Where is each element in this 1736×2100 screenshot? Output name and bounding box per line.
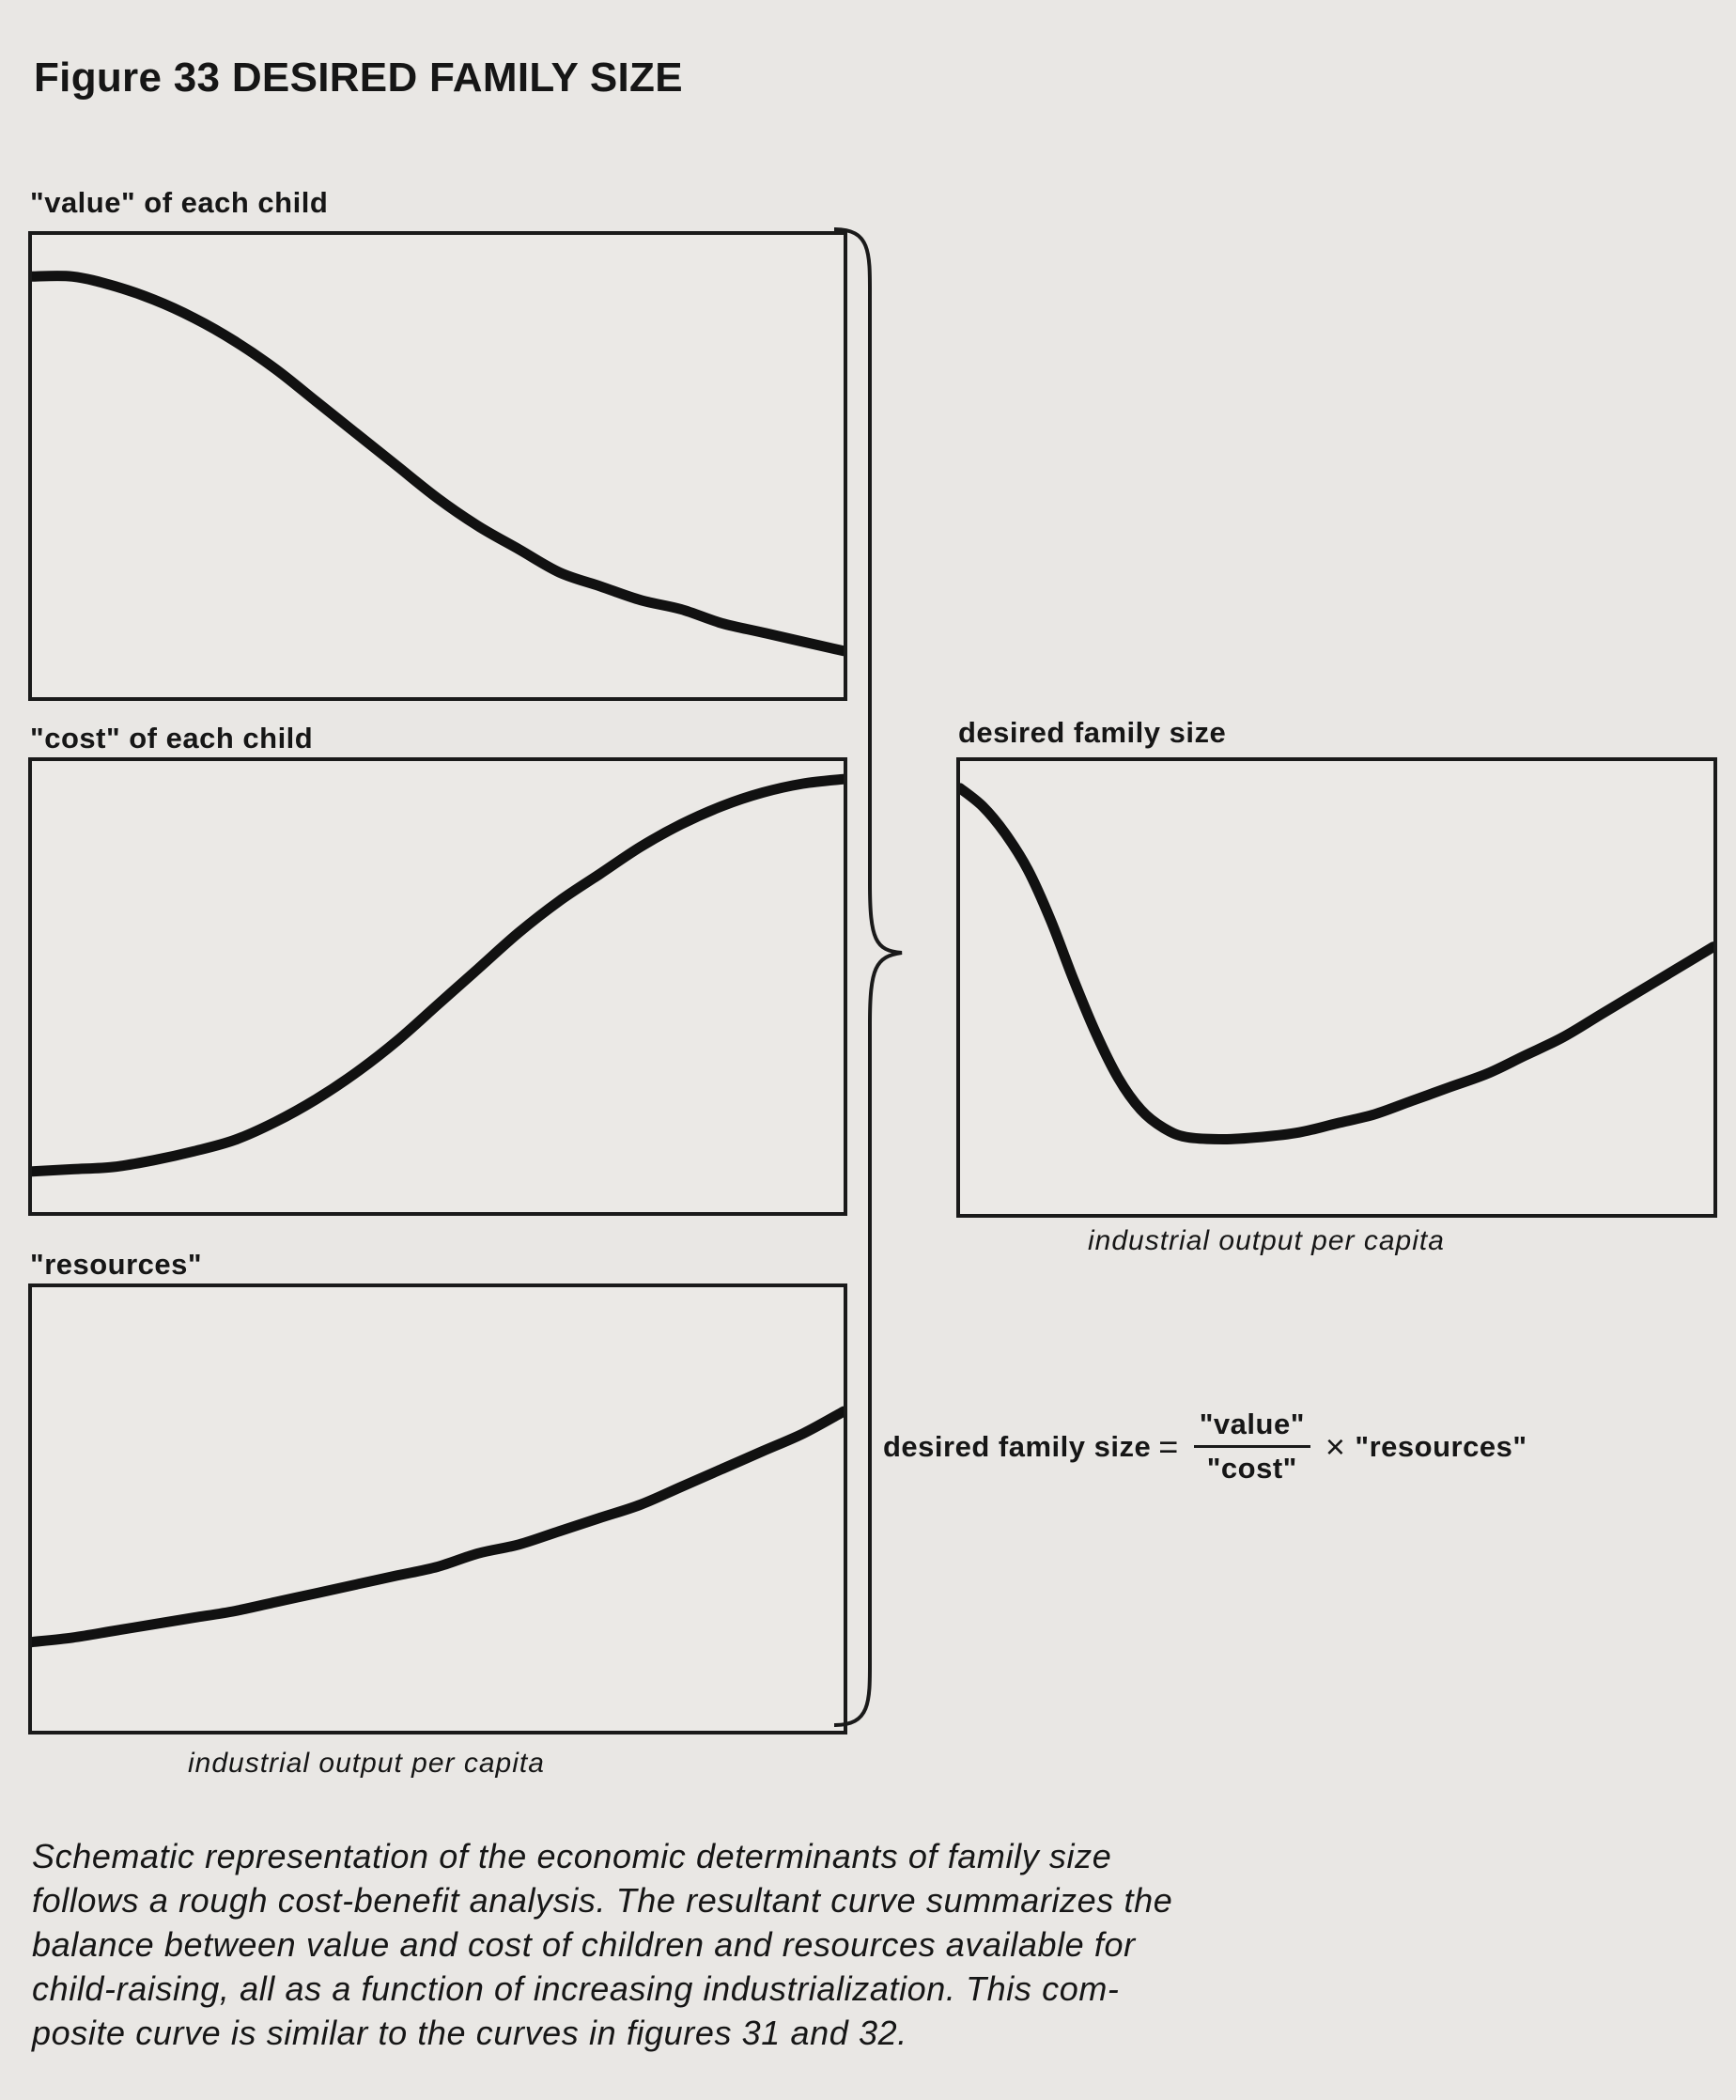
value-chart-panel (28, 231, 847, 701)
formula-times-sign: × (1325, 1426, 1346, 1466)
value-chart-svg (32, 235, 844, 697)
formula-numerator: "value" (1194, 1408, 1310, 1448)
right-x-axis-label: industrial output per capita (1088, 1225, 1445, 1256)
resources-chart-svg (32, 1287, 844, 1731)
resources-chart-panel (28, 1283, 847, 1734)
desired-size-curve (960, 788, 1713, 1140)
caption-line: balance between value and cost of children and resources available for (32, 1925, 1136, 1964)
figure-title: Figure 33 DESIRED FAMILY SIZE (34, 54, 683, 101)
caption-line: follows a rough cost-benefit analysis. The resultant curve summarizes the (32, 1881, 1173, 1920)
desired-size-chart-panel (956, 757, 1717, 1218)
formula-rhs: "resources" (1355, 1429, 1527, 1463)
caption-line: posite curve is similar to the curves in figures 31 and 32. (32, 2014, 907, 2052)
resources-curve (32, 1411, 844, 1641)
caption-line: Schematic representation of the economic determinants of family size (32, 1837, 1112, 1875)
cost-panel-label: "cost" of each child (30, 722, 314, 754)
resources-panel-label: "resources" (30, 1248, 203, 1281)
cost-chart-svg (32, 761, 844, 1212)
formula-denominator: "cost" (1206, 1452, 1297, 1485)
formula-lhs: desired family size (883, 1429, 1152, 1463)
curly-brace (827, 226, 911, 1729)
value-panel-label: "value" of each child (30, 186, 329, 219)
desired-size-chart-svg (960, 761, 1713, 1214)
value-curve (32, 276, 844, 651)
cost-chart-panel (28, 757, 847, 1216)
formula-fraction (1194, 1408, 1310, 1486)
figure-caption (32, 1834, 1535, 2055)
cost-curve (32, 779, 844, 1172)
family-size-formula (883, 1408, 1527, 1486)
left-x-axis-label: industrial output per capita (188, 1748, 545, 1779)
caption-line: child-raising, all as a function of increasing industrialization. This com- (32, 1969, 1120, 2008)
formula-equals-sign: = (1158, 1426, 1179, 1466)
desired-size-panel-label: desired family size (958, 716, 1227, 749)
